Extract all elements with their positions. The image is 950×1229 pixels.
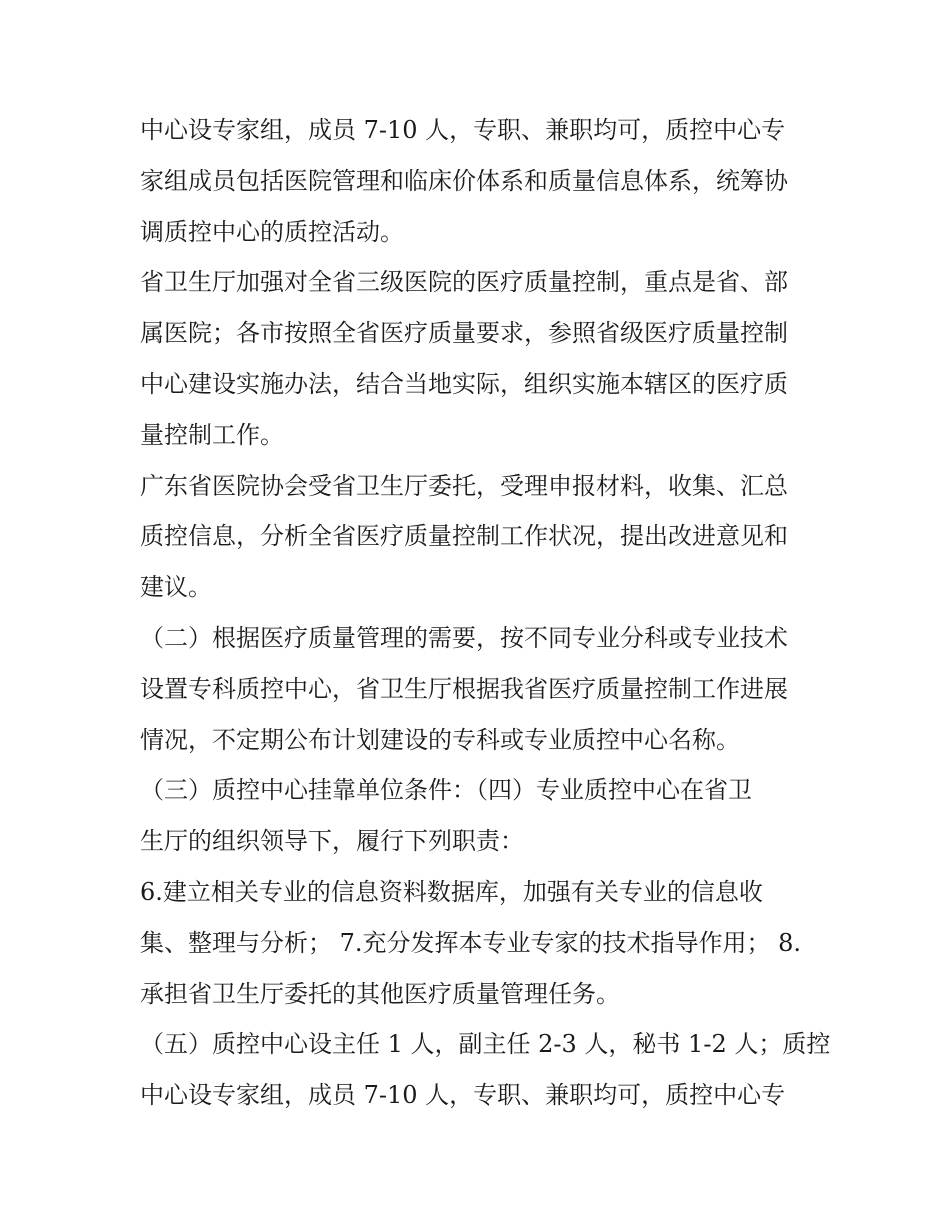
text-line: 设置专科质控中心，省卫生厅根据我省医疗质量控制工作进展 xyxy=(140,674,788,703)
text-line: （二）根据医疗质量管理的需要，按不同专业分科或专业技术 xyxy=(140,623,788,652)
text-line: 省卫生厅加强对全省三级医院的医疗质量控制，重点是省、部 xyxy=(140,268,788,297)
text-line: 中心设专家组，成员 7-10 人，专职、兼职均可，质控中心专 xyxy=(140,116,786,144)
text-line: 6.建立相关专业的信息资料数据库，加强有关专业的信息收 xyxy=(140,877,763,906)
paragraph xyxy=(140,765,820,867)
document-body xyxy=(140,105,831,1121)
paragraph xyxy=(140,867,820,1019)
text-line: （三）质控中心挂靠单位条件：（四）专业质控中心在省卫 xyxy=(140,776,752,805)
text-line: 质控信息，分析全省医疗质量控制工作状况，提出改进意见和 xyxy=(140,522,788,551)
text-line: 量控制工作。 xyxy=(140,420,284,449)
paragraph xyxy=(140,105,820,257)
text-line: 调质控中心的质控活动。 xyxy=(140,217,404,246)
paragraph xyxy=(140,257,820,460)
text-line: 承担省卫生厅委托的其他医疗质量管理任务。 xyxy=(140,979,620,1008)
text-line: 中心建设实施办法，结合当地实际，组织实施本辖区的医疗质 xyxy=(140,369,788,398)
text-line: 建议。 xyxy=(140,573,212,602)
text-line: 集、整理与分析； 7.充分发挥本专业专家的技术指导作用； 8. xyxy=(140,928,802,957)
text-line: 属医院；各市按照全省医疗质量要求，参照省级医疗质量控制 xyxy=(140,319,788,348)
paragraph xyxy=(140,461,820,613)
text-line: 家组成员包括医院管理和临床价体系和质量信息体系，统筹协 xyxy=(140,166,788,195)
text-line: 情况，不定期公布计划建设的专科或专业质控中心名称。 xyxy=(140,725,740,754)
text-line: （五）质控中心设主任 1 人，副主任 2-3 人，秘书 1-2 人；质控 xyxy=(140,1030,831,1059)
paragraph xyxy=(140,1019,831,1121)
paragraph xyxy=(140,613,820,765)
text-line: 广东省医院协会受省卫生厅委托，受理申报材料，收集、汇总 xyxy=(140,471,788,500)
text-line: 生厅的组织领导下，履行下列职责： xyxy=(140,827,524,856)
text-line: 中心设专家组，成员 7-10 人，专职、兼职均可，质控中心专 xyxy=(140,1081,786,1110)
